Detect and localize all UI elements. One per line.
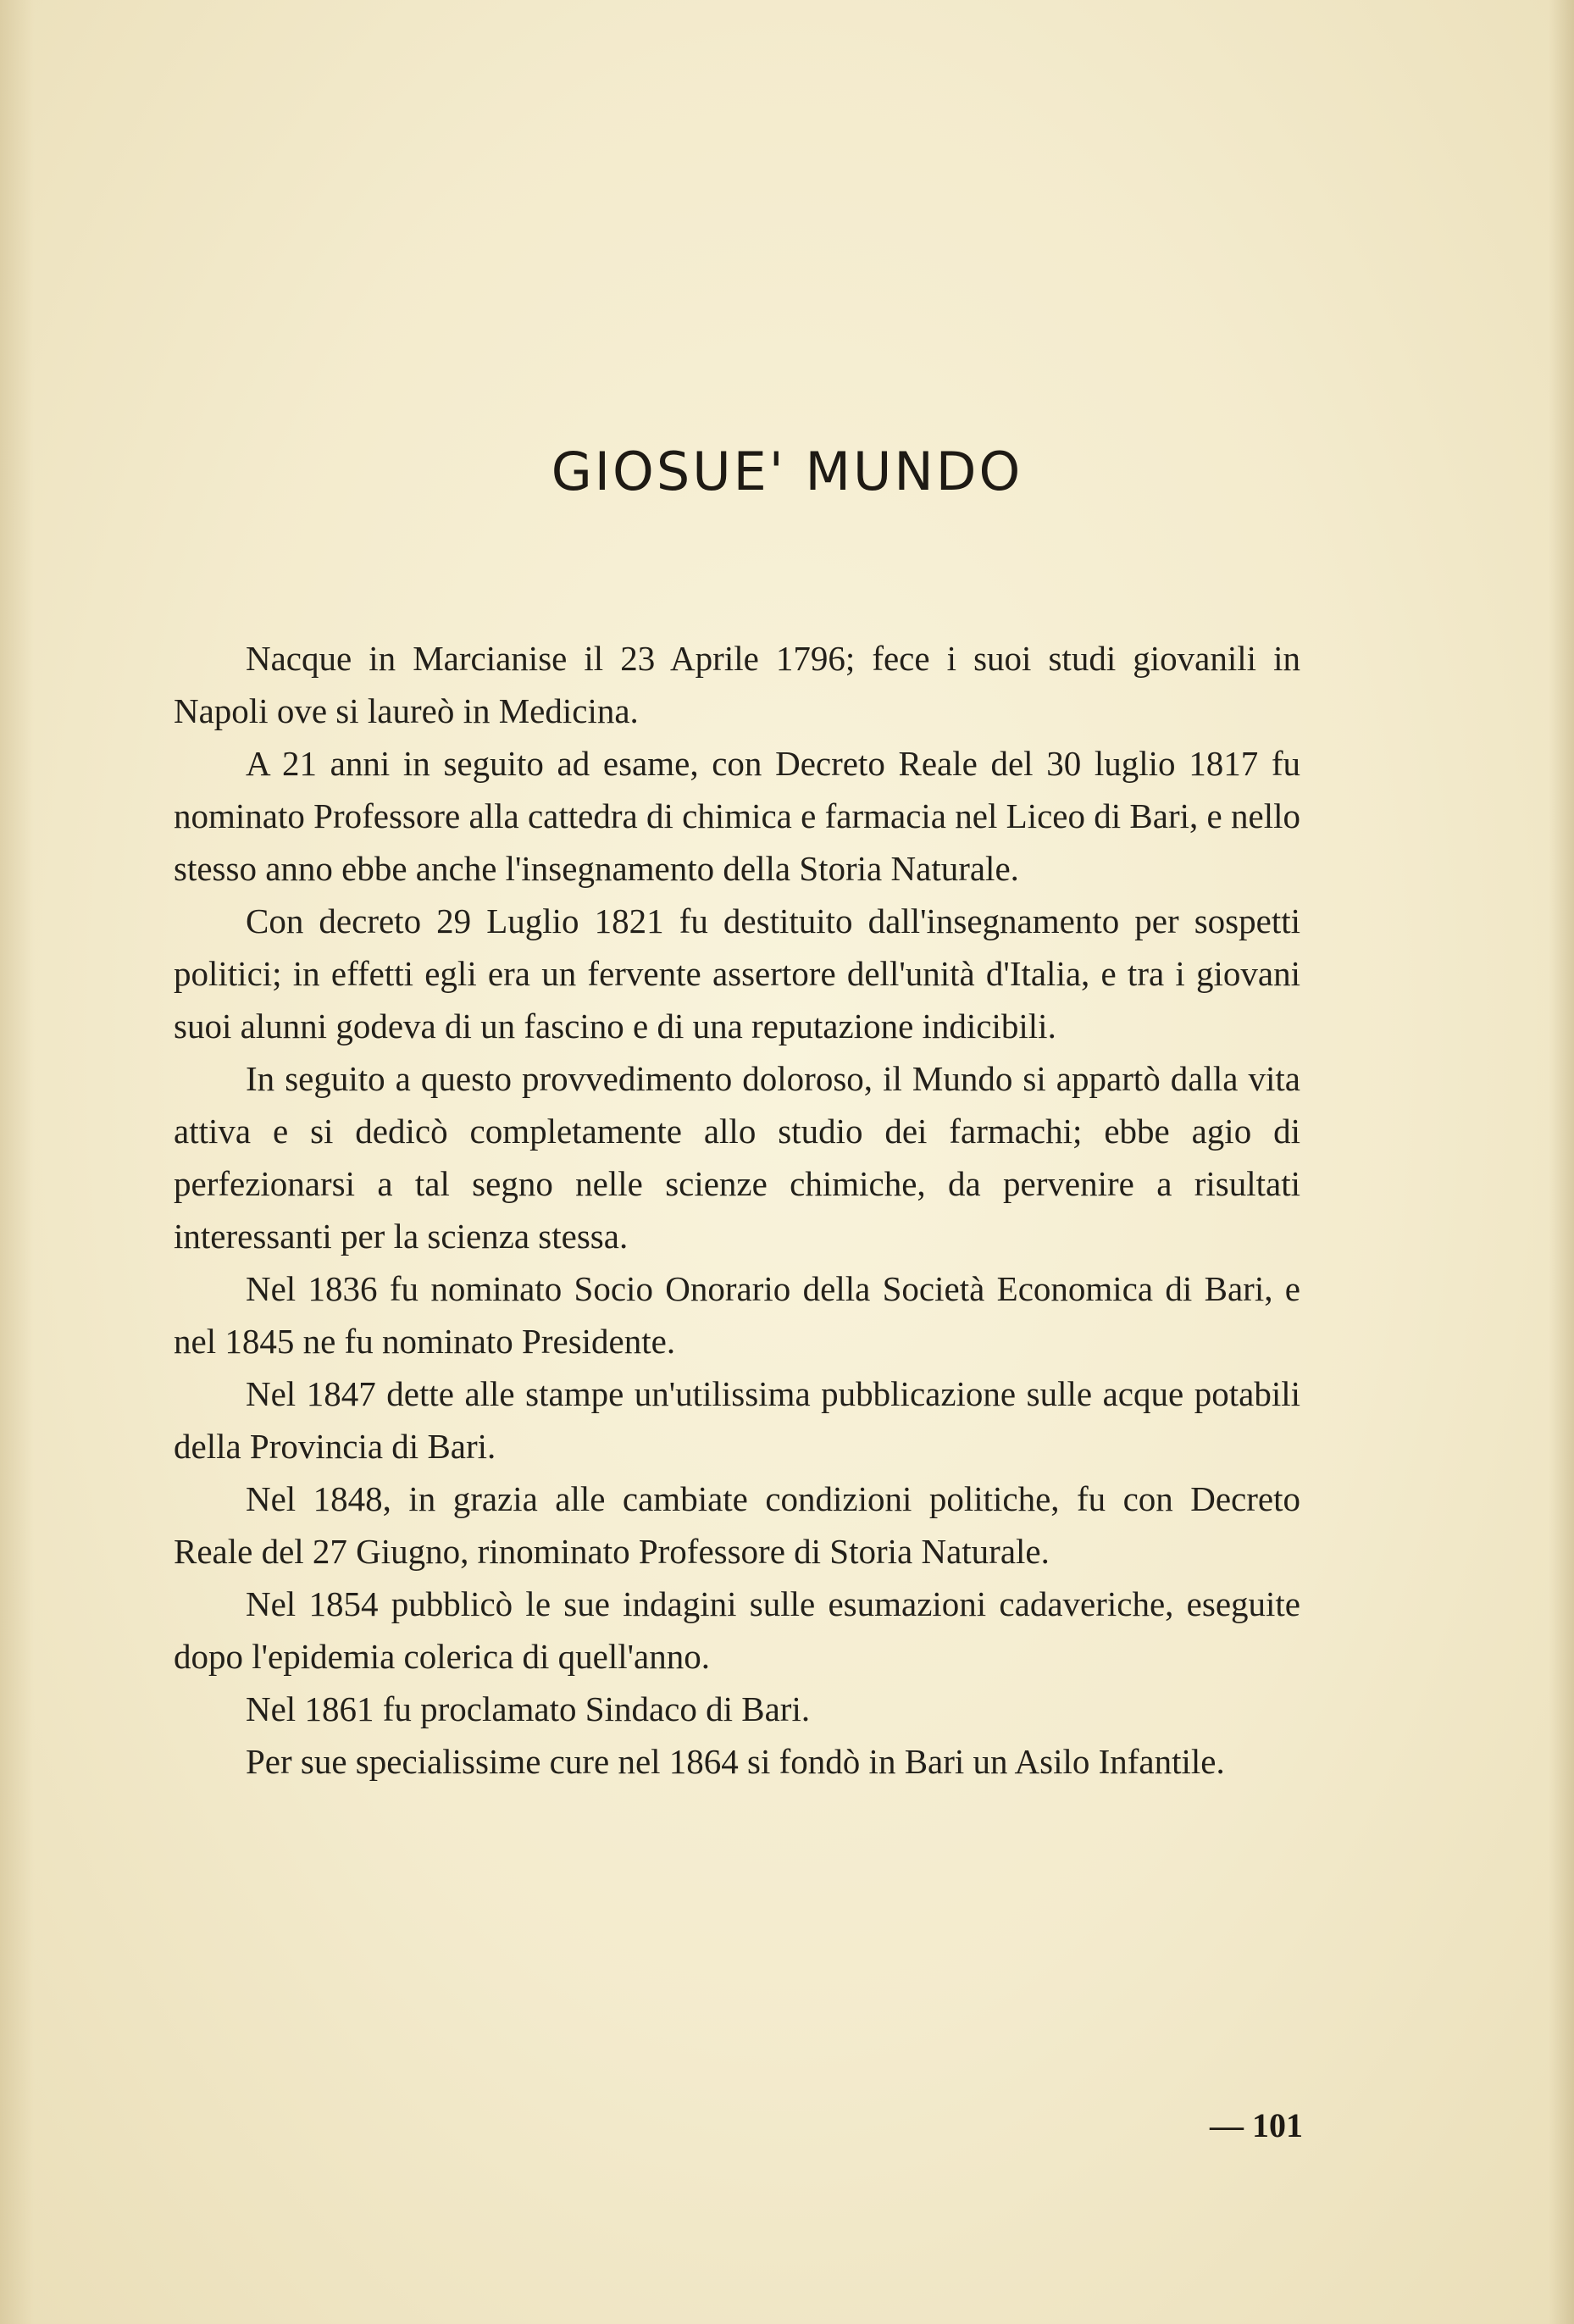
page-number: — 101 — [1210, 2106, 1303, 2144]
paragraph: Nel 1847 dette alle stampe un'utilissima pubblicazione sulle acque potabili della Provincia di Bari. — [174, 1374, 1300, 1466]
paragraph: In seguito a questo provvedimento doloroso, il Mundo si appartò dalla vita attiva e si dedicò completamente allo studio dei farmachi; ebbe agio di perfezionarsi a tal segno nelle scienze chimiche, da pervenire a risultati interessanti per la scienza stessa. — [174, 1059, 1300, 1256]
page-title: GIOSUE' MUNDO — [551, 441, 1023, 502]
paragraph: Nel 1848, in grazia alle cambiate condizioni politiche, fu con Decreto Reale del 27 Giugno, rinominato Professore di Storia Naturale. — [174, 1479, 1300, 1571]
paragraph: Con decreto 29 Luglio 1821 fu destituito dall'insegnamento per sospetti politici; in effetti egli era un fervente assertore dell'unità d'Italia, e tra i giovani suoi alunni godeva di un fascino e di una reputazione indicibili. — [174, 901, 1300, 1046]
body-text — [174, 632, 1300, 1788]
paragraph: Nel 1861 fu proclamato Sindaco di Bari. — [246, 1689, 811, 1728]
paragraph: Per sue specialissime cure nel 1864 si fondò in Bari un Asilo Infantile. — [246, 1742, 1225, 1781]
paragraph: Nel 1836 fu nominato Socio Onorario della Società Economica di Bari, e nel 1845 ne fu nominato Presidente. — [174, 1269, 1300, 1361]
page-edge-shadow-right — [1549, 0, 1574, 2324]
paragraph: A 21 anni in seguito ad esame, con Decreto Reale del 30 luglio 1817 fu nominato Professore alla cattedra di chimica e farmacia nel Liceo di Bari, e nello stesso anno ebbe anche l'insegnamento della Storia Naturale. — [174, 744, 1300, 888]
page-edge-shadow-left — [0, 0, 34, 2324]
paragraph: Nacque in Marcianise il 23 Aprile 1796; fece i suoi studi giovanili in Napoli ove si laureò in Medicina. — [174, 639, 1300, 730]
paragraph: Nel 1854 pubblicò le sue indagini sulle esumazioni cadaveriche, eseguite dopo l'epidemia colerica di quell'anno. — [174, 1584, 1300, 1676]
